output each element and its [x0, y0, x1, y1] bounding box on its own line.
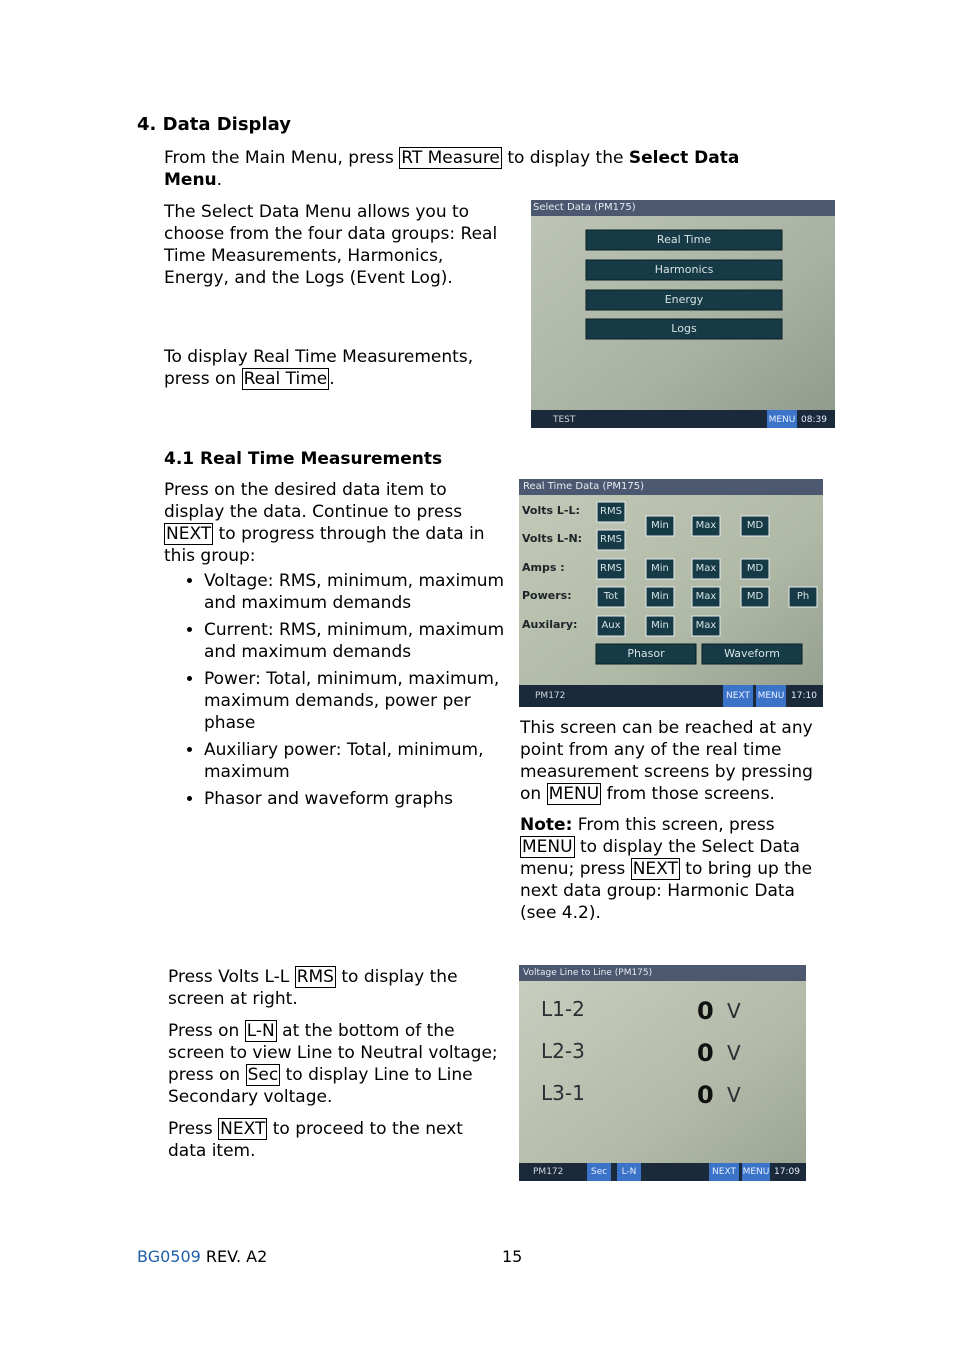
phasor-button[interactable]: Phasor [627, 647, 665, 660]
rt-min-button[interactable]: Min [651, 620, 669, 631]
rt-min-button[interactable]: Min [651, 520, 669, 531]
unit-label: V [727, 1041, 741, 1065]
status-left: TEST [553, 415, 576, 425]
rt-md-button[interactable]: MD [746, 563, 764, 574]
ln-key: L-N [246, 1021, 275, 1041]
page-number: 15 [502, 1247, 523, 1266]
rt-row-label: Volts L-L: [522, 504, 580, 517]
list-item: • Auxiliary power: Total, minimum, maximum [204, 739, 509, 783]
rt-row-label: Amps : [522, 561, 565, 574]
sec-button[interactable]: Sec [590, 1167, 608, 1177]
rms-key: RMS [296, 967, 334, 987]
status-time: 08:39 [801, 415, 827, 425]
line-value: 0 [697, 1039, 714, 1067]
right-column-text [520, 717, 820, 924]
rt-max-button[interactable]: Max [695, 620, 717, 631]
waveform-button[interactable]: Waveform [724, 647, 780, 660]
menu-button[interactable]: MENU [768, 415, 796, 425]
status-time: 17:10 [791, 691, 817, 701]
status-left: PM172 [533, 1167, 564, 1177]
select-data-description: The Select Data Menu allows you to choose from the four data groups: Real Time Measurements, Harmonics, Energy, and the Logs (Event Log). [164, 202, 498, 288]
list-item: • Current: RMS, minimum, maximum and maximum demands [204, 619, 509, 663]
sec-key: Sec [247, 1065, 279, 1085]
rt-aux-button[interactable]: Aux [601, 620, 621, 631]
note-paragraph: Note: From this screen, press MENU to display the Select Data menu; press NEXT to bring up the next data group: Harmonic Data (see 4.2). [520, 815, 813, 923]
footer-doc-ref [137, 1246, 267, 1268]
rt-md-button[interactable]: MD [746, 520, 764, 531]
unit-label: V [727, 999, 741, 1023]
section-heading: 4. Data Display [137, 114, 291, 135]
line-value: 0 [697, 1081, 714, 1109]
list-item: • Power: Total, minimum, maximum, maximum demands, power per phase [204, 668, 509, 734]
next-key: NEXT [220, 1119, 266, 1139]
list-item: • Phasor and waveform graphs [204, 788, 509, 810]
select-data-title: Select Data (PM175) [533, 202, 636, 213]
rt-rms-button[interactable]: RMS [600, 534, 622, 545]
next-button[interactable]: NEXT [726, 691, 750, 701]
volts-instructions: Press Volts L-L RMS to display the screen at right. Press on L-N at the bottom of the screen to view Line to Neutral voltage; press on Sec to display Line to Line Secondary voltage. Press NEXT to proceed to the next data item. [168, 967, 498, 1161]
status-left: PM172 [535, 691, 566, 701]
real-time-key: Real Time [243, 369, 328, 389]
harmonics-button[interactable]: Harmonics [654, 263, 714, 276]
doc-rev: REV. A2 [200, 1247, 268, 1266]
voltage-title: Voltage Line to Line (PM175) [523, 968, 653, 978]
rt-measure-key: RT Measure [401, 148, 500, 168]
rt-row-label: Auxilary: [522, 618, 578, 631]
line-label: L3-1 [541, 1081, 585, 1105]
next-key: NEXT [632, 859, 678, 879]
logs-button[interactable]: Logs [671, 322, 697, 335]
menu-button[interactable]: MENU [742, 1167, 770, 1177]
select-data-screenshot [531, 200, 835, 428]
unit-label: V [727, 1083, 741, 1107]
rt-md-button[interactable]: MD [746, 591, 764, 602]
real-time-instruction: To display Real Time Measurements, press on Real Time . [164, 347, 474, 389]
real-time-title: Real Time Data (PM175) [523, 481, 644, 492]
rt-rms-button[interactable]: RMS [600, 563, 622, 574]
line-label: L1-2 [541, 997, 585, 1021]
real-time-data-screenshot [519, 479, 823, 707]
reach-paragraph: This screen can be reached at any point from any of the real time measurement screens by pressing on MENU from those screens. [520, 718, 813, 804]
rt-rms-button[interactable]: RMS [600, 506, 622, 517]
menu-button[interactable]: MENU [757, 691, 785, 701]
real-time-description: Press on the desired data item to display the data. Continue to press NEXT to progress through the data in this group: • Voltage: RMS, minimum, maximum and maximum demands • Current: RMS, minimum, maximum and maximum demands • Power: Total, minimum, maximum, maximum demands, power per phase • Auxiliary power: Total, minimum, maximum • Phasor and waveform graphs [164, 479, 509, 815]
data-group-list [164, 570, 509, 810]
rt-max-button[interactable]: Max [695, 520, 717, 531]
menu-key: MENU [548, 784, 600, 804]
rt-max-button[interactable]: Max [695, 591, 717, 602]
rt-row-label: Volts L-N: [522, 532, 583, 545]
subsection-heading: 4.1 Real Time Measurements [164, 449, 443, 469]
doc-code: BG0509 [137, 1247, 201, 1266]
rt-row-label: Powers: [522, 589, 572, 602]
voltage-line-screenshot [519, 965, 806, 1181]
rt-ph-button[interactable]: Ph [796, 591, 810, 602]
status-time: 17:09 [774, 1167, 800, 1177]
rt-min-button[interactable]: Min [651, 563, 669, 574]
next-key: NEXT [166, 524, 212, 544]
intro-paragraph: From the Main Menu, press RT Measure to display the Select Data Menu. [164, 148, 740, 190]
rt-tot-button[interactable]: Tot [603, 591, 619, 602]
line-label: L2-3 [541, 1039, 585, 1063]
line-value: 0 [697, 997, 714, 1025]
list-item: • Voltage: RMS, minimum, maximum and maximum demands [204, 570, 509, 614]
menu-key: MENU [522, 837, 573, 857]
rt-max-button[interactable]: Max [695, 563, 717, 574]
real-time-button[interactable]: Real Time [656, 233, 712, 246]
energy-button[interactable]: Energy [664, 293, 704, 306]
next-button[interactable]: NEXT [712, 1167, 736, 1177]
rt-min-button[interactable]: Min [651, 591, 669, 602]
ln-button[interactable]: L-N [621, 1167, 637, 1177]
